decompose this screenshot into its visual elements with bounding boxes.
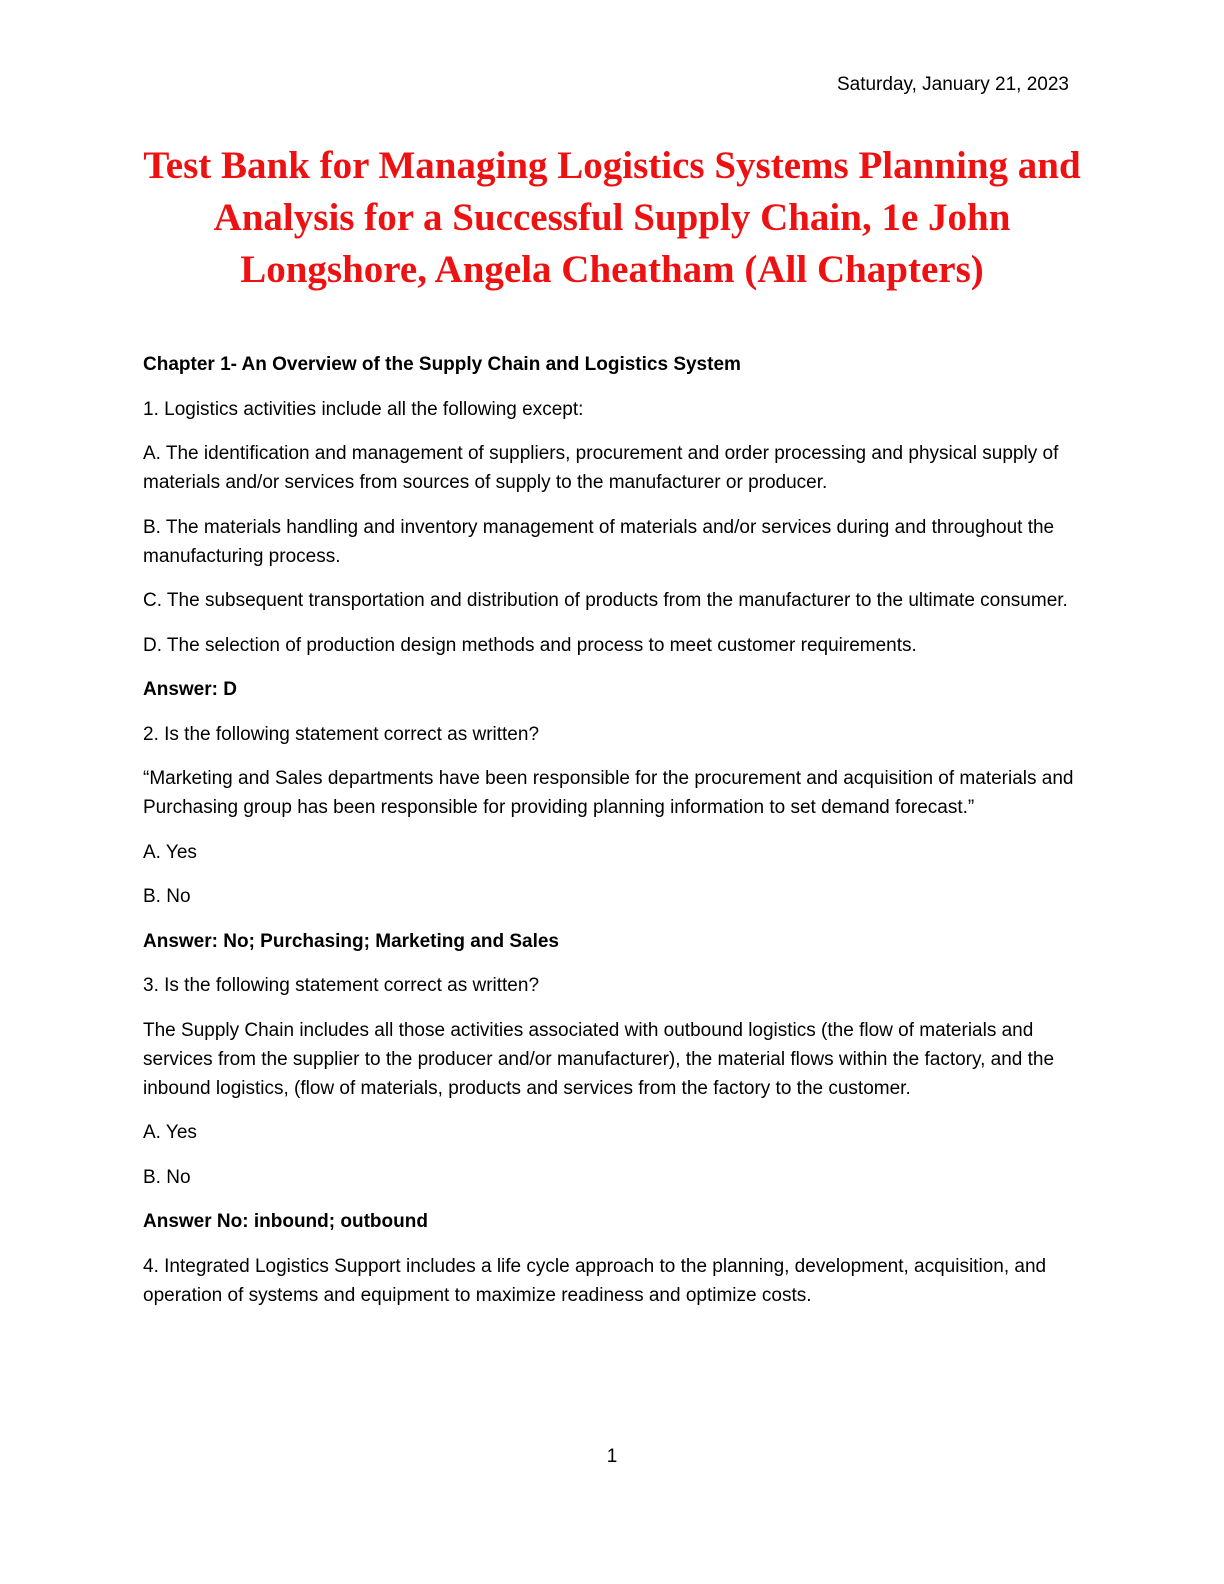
question-1-option-a: A. The identification and management of suppliers, procurement and order processing and physical supply of materials and/or services from sources of supply to the manufacturer or producer.	[143, 443, 1059, 493]
page-date: Saturday, January 21, 2023	[836, 74, 1069, 95]
question-2-statement: “Marketing and Sales departments have been responsible for the procurement and acquisition of materials and Purchasing group has been responsible for providing planning information to set demand forecast.”	[143, 768, 1074, 818]
page-number: 1	[606, 1446, 618, 1467]
document-title: Test Bank for Managing Logistics Systems Planning and Analysis for a Successful Supply Chain, 1e John Longshore, Angela Cheatham (All Chapters)	[143, 144, 1081, 291]
question-3-statement: The Supply Chain includes all those activities associated with outbound logistics (the flow of materials and services from the supplier to the producer and/or manufacturer), the material flows within the factory, and the inbound logistics, (flow of materials, products and services from the factory to the customer.	[143, 1019, 1055, 1099]
question-3-answer: Answer No: inbound; outbound	[143, 1211, 428, 1232]
question-1-option-c: C. The subsequent transportation and distribution of products from the manufacturer to the ultimate consumer.	[143, 590, 1068, 611]
question-1-answer: Answer: D	[143, 679, 237, 700]
question-2: 2. Is the following statement correct as written?	[143, 723, 540, 745]
question-1-option-d: D. The selection of production design methods and process to meet customer requirements.	[143, 634, 917, 656]
question-2-option-b: B. No	[143, 886, 191, 907]
question-3-option-b: B. No	[143, 1166, 191, 1188]
chapter-heading: Chapter 1- An Overview of the Supply Chain and Logistics System	[143, 354, 741, 375]
document-body	[143, 350, 1078, 1325]
question-4: 4. Integrated Logistics Support includes a life cycle approach to the planning, development, acquisition, and operation of systems and equipment to maximize readiness and optimize costs.	[143, 1255, 1047, 1306]
question-1: 1. Logistics activities include all the following except:	[143, 398, 584, 420]
question-2-option-a: A. Yes	[143, 841, 197, 863]
question-2-answer: Answer: No; Purchasing; Marketing and Sales	[143, 930, 559, 952]
question-3: 3. Is the following statement correct as written?	[143, 975, 540, 996]
question-1-option-b: B. The materials handling and inventory management of materials and/or services during and throughout the manufacturing process.	[143, 516, 1055, 567]
question-3-option-a: A. Yes	[143, 1122, 197, 1143]
